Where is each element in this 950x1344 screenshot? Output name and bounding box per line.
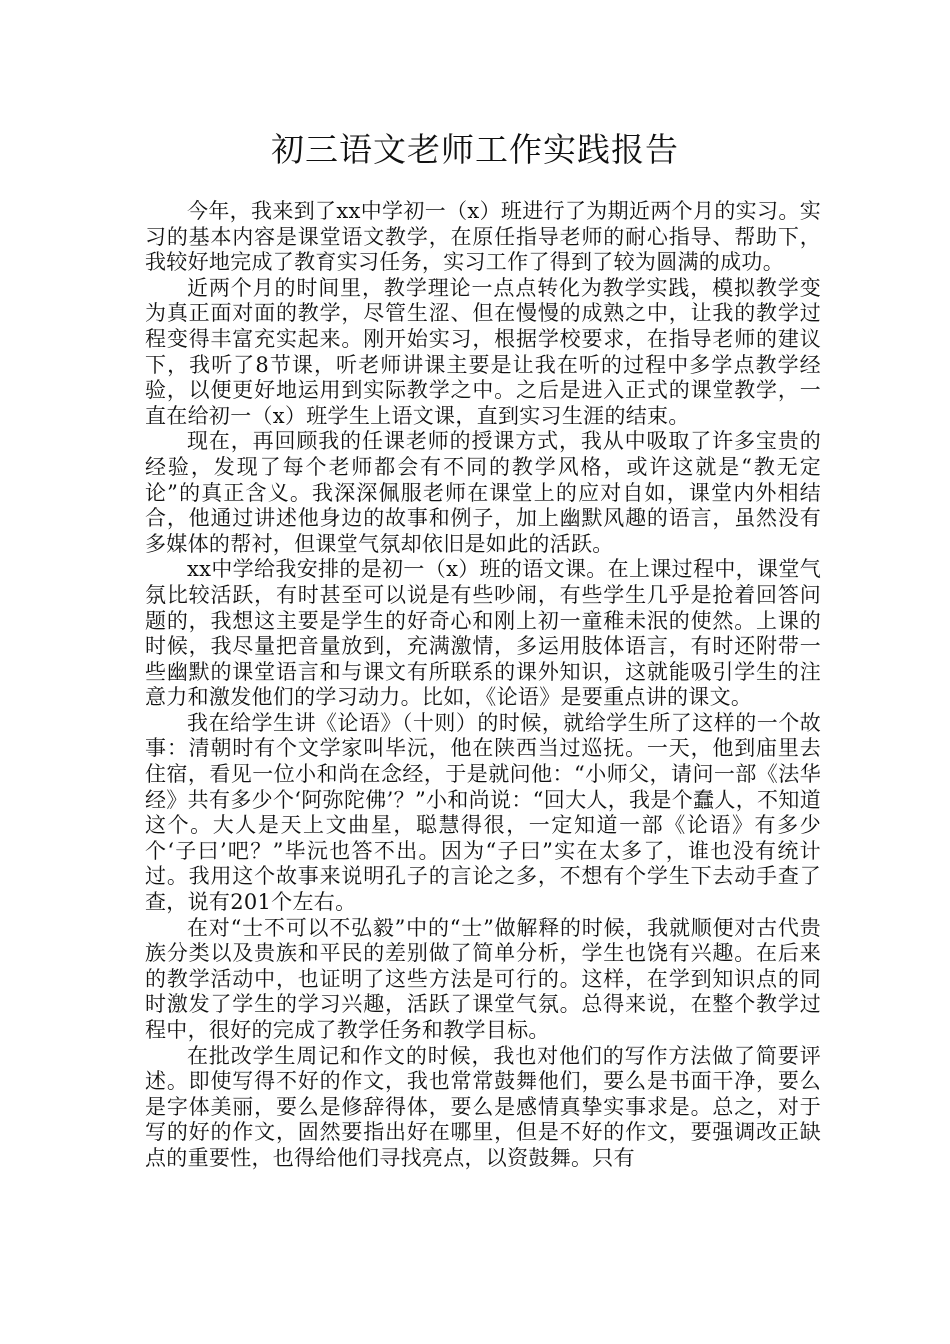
paragraph-2: 近两个月的时间里，教学理论一点点转化为教学实践，模拟教学变为真正面对面的教学，尽管生涩、但在慢慢的成熟之中，让我的教学过程变得丰富充实起来。刚开始实习，根据学校要求，在指导老师的建议下，我听了8节课，听老师讲课主要是让我在听的过程中多学点教学经验，以便更好地运用到实际教学之中。之后是进入正式的课堂教学，一直在给初一（x）班学生上语文课，直到实习生涯的结束。 (145, 275, 821, 428)
paragraph-1: 今年，我来到了xx中学初一（x）班进行了为期近两个月的实习。实习的基本内容是课堂语文教学，在原任指导老师的耐心指导、帮助下，我较好地完成了教育实习任务，实习工作了得到了较为圆满的成功。 (145, 199, 821, 275)
document-body (145, 199, 821, 1172)
paragraph-4: xx中学给我安排的是初一（x）班的语文课。在上课过程中，课堂气氛比较活跃，有时甚至可以说是有些吵闹，有些学生几乎是抢着回答问题的，我想这主要是学生的好奇心和刚上初一童稚未泯的使然。上课的时候，我尽量把音量放到，充满激情，多运用肢体语言，有时还附带一些幽默的课堂语言和与课文有所联系的课外知识，这就能吸引学生的注意力和激发他们的学习动力。比如，《论语》是要重点讲的课文。 (145, 557, 821, 710)
paragraph-3: 现在，再回顾我的任课老师的授课方式，我从中吸取了许多宝贵的经验，发现了每个老师都会有不同的教学风格，或许这就是“教无定论”的真正含义。我深深佩服老师在课堂上的应对自如，课堂内外相结合，他通过讲述他身边的故事和例子，加上幽默风趣的语言，虽然没有多媒体的帮衬，但课堂气氛却依旧是如此的活跃。 (145, 429, 821, 556)
document-title: 初三语文老师工作实践报告 (271, 130, 679, 169)
paragraph-7: 在批改学生周记和作文的时候，我也对他们的写作方法做了简要评述。即使写得不好的作文，我也常常鼓舞他们，要么是书面干净，要么是字体美丽，要么是修辞得体，要么是感情真挚实事求是。总之，对于写的好的作文，固然要指出好在哪里，但是不好的作文，要强调改正缺点的重要性，也得给他们寻找亮点，以资鼓舞。只有 (145, 1043, 821, 1170)
paragraph-5: 我在给学生讲《论语》（十则）的时候，就给学生所了这样的一个故事：清朝时有个文学家叫毕沅，他在陕西当过巡抚。一天，他到庙里去住宿，看见一位小和尚在念经，于是就问他：“小师父，请问一部《法华经》共有多少个‘阿弥陀佛’？”小和尚说：“回大人，我是个蠢人，不知道这个。大人是天上文曲星，聪慧得很，一定知道一部《论语》有多少个‘子曰’吧？”毕沅也答不出。因为“子曰”实在太多了，谁也没有统计过。我用这个故事来说明孔子的言论之多，不想有个学生下去动手查了查，说有201个左右。 (145, 710, 821, 915)
paragraph-6: 在对“士不可以不弘毅”中的“士”做解释的时候，我就顺便对古代贵族分类以及贵族和平民的差别做了简单分析，学生也饶有兴趣。在后来的教学活动中，也证明了这些方法是可行的。这样，在学到知识点的同时激发了学生的学习兴趣，活跃了课堂气氛。总得来说，在整个教学过程中，很好的完成了教学任务和教学目标。 (145, 915, 821, 1042)
